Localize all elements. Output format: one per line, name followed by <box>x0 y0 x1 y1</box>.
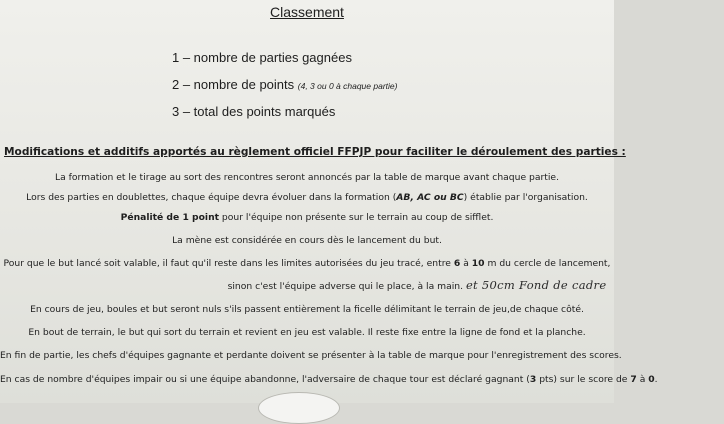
rule-text: Lors des parties en doublettes, chaque équipe devra évoluer dans la formation ( <box>26 192 397 203</box>
rule-text: En fin de partie, les chefs d'équipes gagnante et perdante doivent se présenter à la table de marque pour l'enregistrement des scores. <box>0 350 622 361</box>
rule-line <box>0 212 614 223</box>
max-distance: 10 <box>471 258 485 269</box>
score-winner: 7 <box>630 374 637 385</box>
rule-text: La formation et le tirage au sort des rencontres seront annoncés par la table de marque avant chaque partie. <box>55 172 559 183</box>
rule-line <box>0 235 614 246</box>
ranking-criteria-list <box>172 50 397 131</box>
min-distance: 6 <box>453 258 461 269</box>
rule-text: . <box>654 374 658 385</box>
rule-text: ) établie par l'organisation. <box>463 192 588 203</box>
rule-text: En bout de terrain, le but qui sort du terrain et revient en jeu est valable. Il reste fixe entre la ligne de fond et la planche. <box>28 327 586 338</box>
rule-line <box>0 327 614 338</box>
rule-text: à <box>636 374 649 385</box>
criterion-3 <box>172 104 397 131</box>
criterion-text: 3 – total des points marqués <box>172 104 336 119</box>
rule-line <box>0 172 614 183</box>
criterion-2 <box>172 77 397 104</box>
score-loser: 0 <box>648 374 655 385</box>
rules-heading: Modifications et additifs apportés au règlement officiel FFPJP pour faciliter le déroulement des parties : <box>4 146 626 158</box>
rule-text: La mène est considérée en cours dès le lancement du but. <box>172 235 442 246</box>
rule-line <box>0 304 614 315</box>
rule-text: sinon c'est l'équipe adverse qui le place, à la main. <box>227 281 464 292</box>
criterion-text: 2 – nombre de points <box>172 77 295 92</box>
rule-text: Pour que le but lancé soit valable, il faut qu'il reste dans les limites autorisées du jeu tracé, entre <box>3 258 454 269</box>
criterion-text: 1 – nombre de parties gagnées <box>172 50 352 65</box>
page-title: Classement <box>270 4 344 20</box>
rule-text: En cours de jeu, boules et but seront nuls s'ils passent entièrement la ficelle délimitant le terrain de jeu,de chaque côté. <box>30 304 584 315</box>
winner-points: 3 <box>529 374 537 385</box>
seal-stamp <box>258 392 340 424</box>
rule-text: pour l'équipe non présente sur le terrain au coup de sifflet. <box>219 212 494 223</box>
rule-text: En cas de nombre d'équipes impair ou si une équipe abandonne, l'adversaire de chaque tour est déclaré gagnant ( <box>0 374 530 385</box>
penalty-label: Pénalité de 1 point <box>120 212 220 223</box>
criterion-1 <box>172 50 397 77</box>
criterion-note: (4, 3 ou 0 à chaque partie) <box>297 81 398 91</box>
handwritten-note: et 50cm Fond de cadre <box>465 278 607 292</box>
rule-line <box>0 258 614 269</box>
formation-options: AB, AC ou BC <box>396 192 464 203</box>
rule-line <box>0 192 614 203</box>
rule-text: pts) sur le score de <box>536 374 631 385</box>
rule-text: à <box>460 258 472 269</box>
rule-line <box>0 374 658 385</box>
rule-line <box>0 350 622 361</box>
rule-text: m du cercle de lancement, <box>484 258 611 269</box>
rule-line <box>110 278 724 292</box>
